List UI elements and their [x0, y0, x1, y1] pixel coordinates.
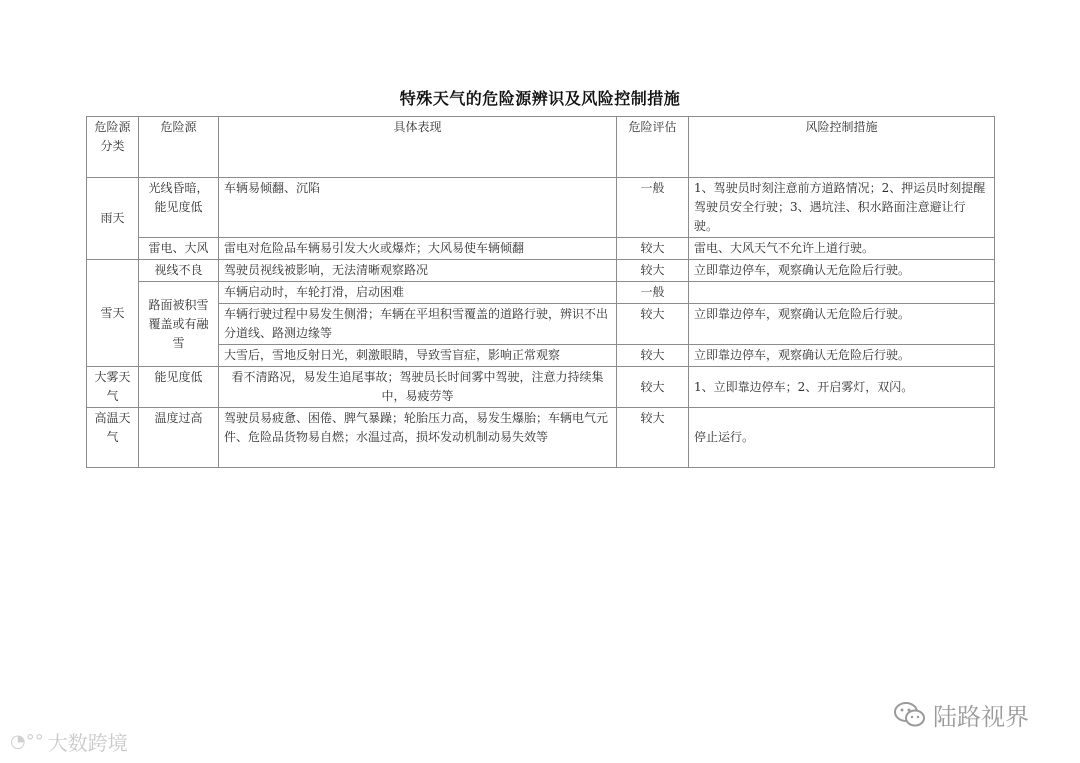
level-cell: 较大: [617, 408, 689, 468]
detail-cell: 车辆行驶过程中易发生侧滑；车辆在平坦积雪覆盖的道路行驶，辨识不出分道线、路测边缘等: [219, 304, 617, 345]
category-cell: 雪天: [87, 260, 139, 367]
category-cell: 高温天气: [87, 408, 139, 468]
table-row: [87, 304, 995, 345]
measure-cell: 停止运行。: [689, 408, 995, 468]
header-detail: 具体表现: [219, 117, 617, 178]
detail-cell: 看不清路况，易发生追尾事故；驾驶员长时间雾中驾驶，注意力持续集中，易疲劳等: [219, 367, 617, 408]
source-cell: 温度过高: [139, 408, 219, 468]
level-cell: 较大: [617, 367, 689, 408]
watermark-right: [893, 697, 1029, 732]
table-row: [87, 408, 995, 468]
header-measure: 风险控制措施: [689, 117, 995, 178]
table-row: [87, 238, 995, 260]
category-cell: 雨天: [87, 178, 139, 260]
detail-cell: 驾驶员视线被影响，无法清晰观察路况: [219, 260, 617, 282]
measure-cell: 立即靠边停车，观察确认无危险后行驶。: [689, 260, 995, 282]
table-row: [87, 178, 995, 238]
watermark-left: [10, 727, 128, 756]
table-row: [87, 282, 995, 304]
hazard-table: [86, 116, 995, 468]
table-row: [87, 260, 995, 282]
level-cell: 一般: [617, 178, 689, 238]
level-cell: 较大: [617, 345, 689, 367]
measure-cell: 立即靠边停车，观察确认无危险后行驶。: [689, 345, 995, 367]
source-cell: 雷电、大风: [139, 238, 219, 260]
measure-cell: [689, 282, 995, 304]
category-cell: 大雾天气: [87, 367, 139, 408]
source-cell: 视线不良: [139, 260, 219, 282]
measure-cell: 1、驾驶员时刻注意前方道路情况；2、押运员时刻提醒驾驶员安全行驶；3、遇坑洼、积水路面注意避让行驶。: [689, 178, 995, 238]
header-category: 危险源分类: [87, 117, 139, 178]
table-row: [87, 367, 995, 408]
measure-cell: 1、立即靠边停车；2、开启雾灯，双闪。: [689, 367, 995, 408]
measure-cell: 立即靠边停车，观察确认无危险后行驶。: [689, 304, 995, 345]
brand-logo-icon: ◔°°: [10, 731, 44, 752]
measure-cell: 雷电、大风天气不允许上道行驶。: [689, 238, 995, 260]
detail-cell: 车辆启动时，车轮打滑，启动困难: [219, 282, 617, 304]
detail-cell: 车辆易倾翻、沉陷: [219, 178, 617, 238]
source-cell: 路面被积雪覆盖或有融雪: [139, 282, 219, 367]
detail-cell: 大雪后，雪地反射日光，刺激眼睛，导致雪盲症，影响正常观察: [219, 345, 617, 367]
header-level: 危险评估: [617, 117, 689, 178]
table-row: [87, 345, 995, 367]
wechat-icon: [893, 701, 927, 729]
header-source: 危险源: [139, 117, 219, 178]
level-cell: 较大: [617, 238, 689, 260]
source-cell: 能见度低: [139, 367, 219, 408]
source-cell: 光线昏暗，能见度低: [139, 178, 219, 238]
detail-cell: 驾驶员易疲惫、困倦、脾气暴躁；轮胎压力高，易发生爆胎；车辆电气元件、危险品货物易自燃；水温过高，损坏发动机制动易失效等: [219, 408, 617, 468]
table-header-row: [87, 117, 995, 178]
level-cell: 一般: [617, 282, 689, 304]
level-cell: 较大: [617, 304, 689, 345]
detail-cell: 雷电对危险品车辆易引发大火或爆炸；大风易使车辆倾翻: [219, 238, 617, 260]
document-title: 特殊天气的危险源辨识及风险控制措施: [399, 89, 681, 108]
watermark-right-text: 陆路视界: [933, 703, 1029, 731]
level-cell: 较大: [617, 260, 689, 282]
watermark-left-text: 大数跨境: [47, 731, 128, 755]
